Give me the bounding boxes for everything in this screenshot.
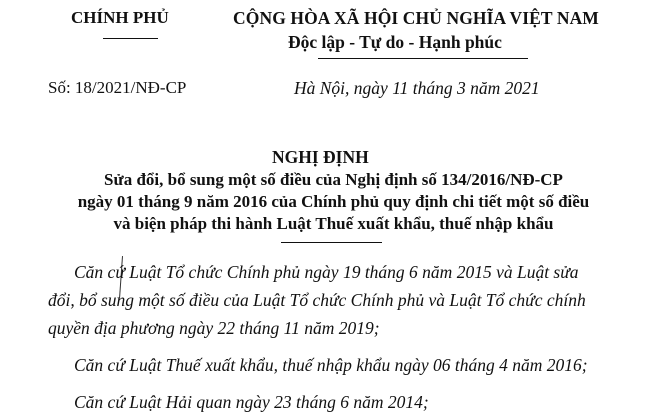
motto: Độc lập - Tự do - Hạnh phúc <box>288 32 502 52</box>
subject-line: Sửa đổi, bổ sung một số điều của Nghị định số 134/2016/NĐ-CP <box>104 170 563 189</box>
motto-underline <box>318 58 528 59</box>
legal-basis-line: Căn cứ Luật Tổ chức Chính phủ ngày 19 tháng 6 năm 2015 và Luật sửa <box>74 262 579 282</box>
legal-basis-line: đổi, bổ sung một số điều của Luật Tổ chức Chính phủ và Luật Tổ chức chính <box>48 290 586 310</box>
subject-line: và biện pháp thi hành Luật Thuế xuất khẩu, thuế nhập khẩu <box>113 214 554 233</box>
document-type: NGHỊ ĐỊNH <box>272 147 369 167</box>
place-and-date: Hà Nội, ngày 11 tháng 3 năm 2021 <box>294 78 540 98</box>
legal-basis-line: Căn cứ Luật Thuế xuất khẩu, thuế nhập khẩu ngày 06 tháng 4 năm 2016; <box>74 355 588 375</box>
issuer-name: CHÍNH PHỦ <box>71 8 169 27</box>
subject-underline <box>281 242 382 243</box>
issuer-underline <box>103 38 158 39</box>
subject-line: ngày 01 tháng 9 năm 2016 của Chính phủ quy định chi tiết một số điều <box>77 192 590 211</box>
legal-basis-line: Căn cứ Luật Hải quan ngày 23 tháng 6 năm 2014; <box>74 392 429 412</box>
document-number: Số: 18/2021/NĐ-CP <box>48 78 187 97</box>
legal-basis-line: quyền địa phương ngày 22 tháng 11 năm 2019; <box>48 318 380 338</box>
national-title: CỘNG HÒA XÃ HỘI CHỦ NGHĨA VIỆT NAM <box>233 8 599 28</box>
